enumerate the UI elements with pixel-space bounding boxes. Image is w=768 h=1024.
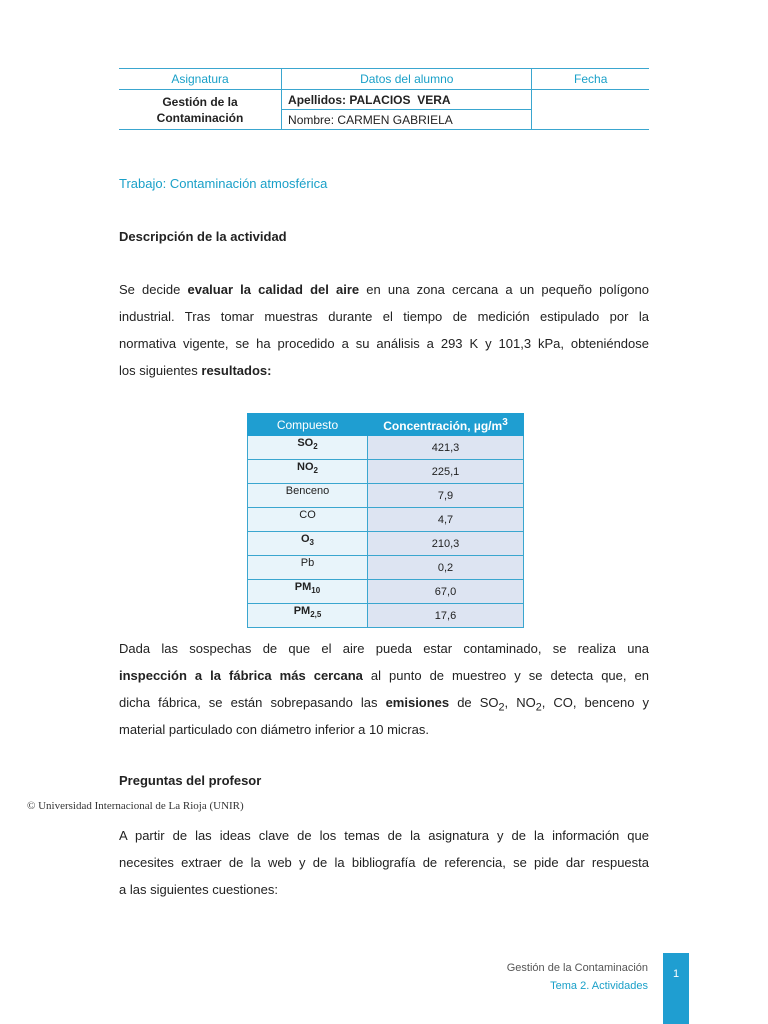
compound-cell bbox=[248, 580, 368, 604]
compound-cell bbox=[248, 604, 368, 628]
copyright-notice: © Universidad Internacional de La Rioja (UNIR) bbox=[27, 800, 244, 812]
name-value: CARMEN GABRIELA bbox=[337, 112, 453, 127]
compound-cell bbox=[248, 556, 368, 580]
intro-text: Se decide bbox=[119, 282, 188, 297]
inspection-text: , CO, benceno y bbox=[541, 695, 649, 710]
results-row bbox=[248, 508, 524, 532]
date-cell bbox=[532, 90, 649, 130]
compound-cell bbox=[248, 508, 368, 532]
concentration-cell: 17,6 bbox=[368, 604, 524, 628]
concentration-label: Concentración, µg/m bbox=[383, 418, 503, 433]
header-col-student: Datos del alumno bbox=[282, 69, 532, 90]
inspection-emphasis: emisiones bbox=[385, 695, 450, 710]
questions-line-3: a las siguientes cuestiones: bbox=[119, 882, 278, 897]
work-title: Trabajo: Contaminación atmosférica bbox=[119, 176, 328, 191]
compound-cell bbox=[248, 436, 368, 460]
compound-cell bbox=[248, 532, 368, 556]
questions-paragraph bbox=[119, 822, 649, 903]
compound-cell bbox=[248, 460, 368, 484]
inspection-line-1: Dada las sospechas de que el aire pueda estar contaminado, se realiza una bbox=[119, 641, 649, 656]
results-row bbox=[248, 532, 524, 556]
results-col-concentration bbox=[368, 414, 524, 436]
results-row bbox=[248, 484, 524, 508]
concentration-cell: 4,7 bbox=[368, 508, 524, 532]
intro-line-2: industrial. Tras tomar muestras durante el tiempo de medición estipulado por la bbox=[119, 309, 649, 324]
compound-name: PM bbox=[293, 605, 311, 617]
inspection-line-3 bbox=[119, 689, 649, 716]
compound-name: Pb bbox=[300, 557, 315, 569]
intro-text: en una zona cercana a un pequeño polígono bbox=[359, 282, 649, 297]
compound-subscript: 10 bbox=[311, 586, 321, 596]
inspection-line-4: material particulado con diámetro inferior a 10 micras. bbox=[119, 722, 429, 737]
compound-name: Benceno bbox=[285, 485, 330, 497]
subscript: 2 bbox=[535, 701, 542, 714]
intro-line-4 bbox=[119, 357, 649, 384]
concentration-cell: 210,3 bbox=[368, 532, 524, 556]
results-table bbox=[247, 413, 524, 628]
questions-line-2: necesites extraer de la web y de la bibliografía de referencia, se pide dar respuesta bbox=[119, 855, 649, 870]
page-number-tab bbox=[663, 953, 689, 1024]
intro-line-3: normativa vigente, se ha procedido a su análisis a 293 K y 101,3 kPa, obteniéndose bbox=[119, 336, 649, 351]
compound-name: CO bbox=[299, 509, 316, 521]
inspection-text: , NO bbox=[504, 695, 536, 710]
compound-subscript: 2,5 bbox=[310, 610, 322, 620]
compound-name: SO bbox=[297, 437, 314, 449]
compound-name: PM bbox=[294, 581, 312, 593]
surname-value: PALACIOS VERA bbox=[349, 92, 451, 107]
page-number: 1 bbox=[672, 968, 680, 980]
concentration-cell: 225,1 bbox=[368, 460, 524, 484]
concentration-unit-sup: 3 bbox=[502, 416, 508, 428]
inspection-text: dicha fábrica, se están sobrepasando las bbox=[119, 695, 386, 710]
results-row bbox=[248, 436, 524, 460]
subscript: 2 bbox=[498, 701, 505, 714]
results-col-compound: Compuesto bbox=[248, 414, 368, 436]
compound-subscript: 2 bbox=[313, 466, 318, 476]
name-cell bbox=[282, 110, 532, 130]
inspection-emphasis: inspección a la fábrica más cercana bbox=[119, 668, 363, 683]
results-row bbox=[248, 580, 524, 604]
header-col-date: Fecha bbox=[532, 69, 649, 90]
compound-name: O bbox=[300, 533, 310, 545]
name-label: Nombre: bbox=[288, 112, 335, 127]
intro-emphasis: resultados: bbox=[201, 363, 272, 378]
footer-topic: Tema 2. Actividades bbox=[550, 980, 648, 992]
compound-name: NO bbox=[297, 461, 314, 473]
intro-emphasis: evaluar la calidad del aire bbox=[187, 282, 360, 297]
inspection-text: al punto de muestreo y se detecta que, en bbox=[362, 668, 649, 683]
intro-line-1 bbox=[119, 276, 649, 303]
subject-name-text: Gestión de la Contaminación bbox=[156, 94, 244, 125]
header-col-subject: Asignatura bbox=[119, 69, 282, 90]
student-header-table bbox=[119, 68, 649, 130]
description-heading: Descripción de la actividad bbox=[119, 229, 287, 244]
inspection-text: de SO bbox=[449, 695, 499, 710]
concentration-cell: 0,2 bbox=[368, 556, 524, 580]
inspection-paragraph bbox=[119, 635, 649, 743]
results-row bbox=[248, 604, 524, 628]
compound-cell bbox=[248, 484, 368, 508]
questions-heading: Preguntas del profesor bbox=[119, 773, 262, 788]
questions-line-1: A partir de las ideas clave de los temas de la asignatura y de la información que bbox=[119, 828, 649, 843]
compound-subscript: 2 bbox=[313, 442, 318, 452]
footer-course: Gestión de la Contaminación bbox=[506, 962, 648, 974]
surname-cell bbox=[282, 90, 532, 110]
intro-paragraph bbox=[119, 276, 649, 384]
concentration-cell: 7,9 bbox=[368, 484, 524, 508]
inspection-line-2 bbox=[119, 662, 649, 689]
results-row bbox=[248, 460, 524, 484]
results-row bbox=[248, 556, 524, 580]
subject-name bbox=[119, 90, 282, 130]
concentration-cell: 421,3 bbox=[368, 436, 524, 460]
concentration-cell: 67,0 bbox=[368, 580, 524, 604]
surname-label: Apellidos: bbox=[288, 92, 347, 107]
compound-subscript: 3 bbox=[309, 538, 314, 548]
intro-text: los siguientes bbox=[119, 363, 202, 378]
